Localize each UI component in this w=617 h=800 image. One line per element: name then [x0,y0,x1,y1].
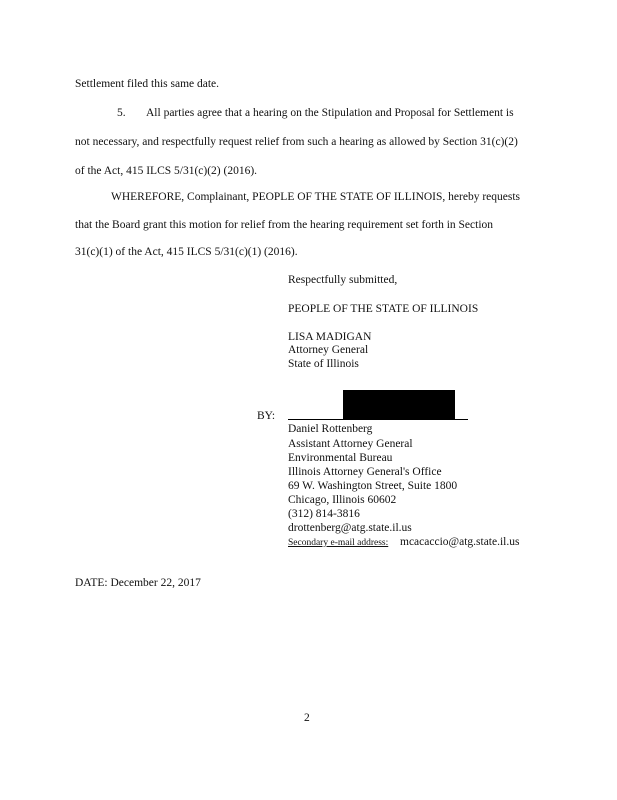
signer-title: Assistant Attorney General [288,438,413,450]
party-name: PEOPLE OF THE STATE OF ILLINOIS [288,303,479,315]
bureau-name: Environmental Bureau [288,452,393,464]
secondary-email-address: mcacaccio@atg.state.il.us [400,536,520,548]
city-state-zip: Chicago, Illinois 60602 [288,494,397,506]
email-address: drottenberg@atg.state.il.us [288,522,412,534]
secondary-email-label: Secondary e-mail address: [288,538,389,548]
secondary-email-row [288,535,519,550]
attorney-general-name: LISA MADIGAN [288,331,372,343]
paragraph-5-line-3: of the Act, 415 ILCS 5/31(c)(2) (2016). [75,165,258,177]
date-line: DATE: December 22, 2017 [75,577,201,589]
paragraph-5-line-1: All parties agree that a hearing on the Stipulation and Proposal for Settlement is [146,107,514,119]
wherefore-line-2: that the Board grant this motion for relief from the hearing requirement set forth in Section [75,219,494,231]
attorney-general-state: State of Illinois [288,358,359,370]
phone-number: (312) 814-3816 [288,508,360,520]
page-number: 2 [304,712,310,724]
paragraph-5-number: 5. [117,107,126,119]
wherefore-line-3: 31(c)(1) of the Act, 415 ILCS 5/31(c)(1) (2016). [75,246,298,258]
by-label: BY: [257,410,276,422]
signature-line [288,419,468,420]
attorney-general-title: Attorney General [288,344,369,356]
signer-name: Daniel Rottenberg [288,423,373,435]
closing: Respectfully submitted, [288,274,398,286]
street-address: 69 W. Washington Street, Suite 1800 [288,480,458,492]
wherefore-line-1: WHEREFORE, Complainant, PEOPLE OF THE STATE OF ILLINOIS, hereby requests [111,191,520,203]
paragraph-continuation: Settlement filed this same date. [75,78,220,90]
paragraph-5-line-2: not necessary, and respectfully request relief from such a hearing as allowed by Section 31(c)(2) [75,136,518,148]
signature-redaction [343,390,455,419]
office-name: Illinois Attorney General's Office [288,466,442,478]
